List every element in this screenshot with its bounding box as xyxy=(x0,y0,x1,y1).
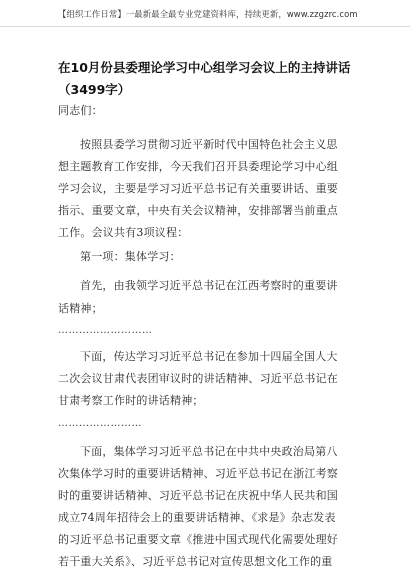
paragraph-line: 成立74周年招待会上的重要讲话精神、《求是》杂志发表 xyxy=(58,511,336,524)
paragraph-line: 下面，传达学习习近平总书记在参加十四届全国人大 xyxy=(80,350,338,363)
paragraph-line: 次集体学习时的重要讲话精神、习近平总书记在浙江考察 xyxy=(58,467,338,480)
paragraph-line: 想主题教育工作安排，今天我们召开县委理论学习中心组 xyxy=(58,160,338,173)
paragraph-line: 甘肃考察工作时的讲话精神； xyxy=(58,394,204,407)
salutation: 同志们： xyxy=(58,104,103,117)
paragraph-line: 按照县委学习贯彻习近平新时代中国特色社会主义思 xyxy=(80,138,338,151)
paragraph-line: 指示、重要文章，中央有关会议精神，安排部署当前重点 xyxy=(58,204,338,217)
paragraph-line: 的习近平总书记重要文章《推进中国式现代化需要处理好 xyxy=(58,533,338,546)
header-text: 【组织工作日常】一最新最全最专业党建资料库，持续更新，www.zzgzrc.com xyxy=(58,9,358,19)
paragraph-line: 若干重大关系》、习近平总书记对宣传思想文化工作的重 xyxy=(58,555,333,568)
document-header xyxy=(0,0,410,27)
ellipsis-separator: ……………………… xyxy=(58,325,153,336)
paragraph-line: 话精神； xyxy=(58,302,103,315)
word-count: （3499字） xyxy=(58,82,131,97)
paragraph-line: 时的重要讲话精神、习近平总书记在庆祝中华人民共和国 xyxy=(58,489,338,502)
paragraph-line: 二次会议甘肃代表团审议时的讲话精神、习近平总书记在 xyxy=(58,372,338,385)
paragraph-line: 下面，集体学习习近平总书记在中共中央政治局第八 xyxy=(80,445,338,458)
document-title: 在10月份县委理论学习中心组学习会议上的主持讲话 xyxy=(58,60,351,75)
paragraph-line: 首先，由我领学习近平总书记在江西考察时的重要讲 xyxy=(80,279,338,292)
ellipsis-separator: …………………… xyxy=(58,418,142,429)
paragraph-line: 工作。会议共有3项议程： xyxy=(58,226,189,239)
paragraph-line: 学习会议，主要是学习习近平总书记有关重要讲话、重要 xyxy=(58,182,338,195)
paragraph-line: 第一项：集体学习： xyxy=(80,250,181,263)
